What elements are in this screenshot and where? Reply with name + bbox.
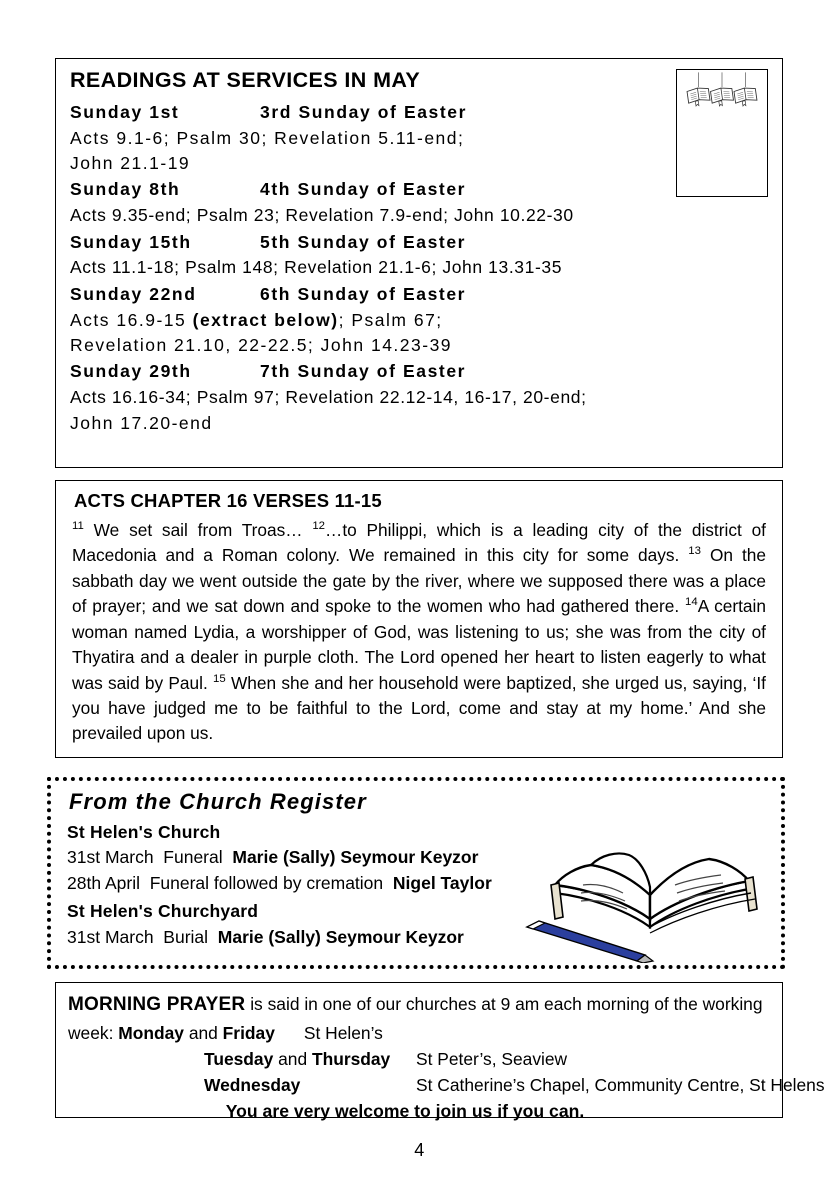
reading-heading — [70, 359, 770, 385]
acts-passage-title: ACTS CHAPTER 16 VERSES 11-15 — [74, 490, 382, 511]
reading-ref-part: Acts 16.9-15 — [70, 309, 193, 330]
hanging-books-icon — [677, 70, 767, 196]
prayer-day-thursday: Thursday — [311, 1048, 391, 1069]
reading-entry — [70, 177, 770, 228]
reading-entry — [70, 359, 770, 436]
reading-references-line: Acts 9.35-end; Psalm 23; Revelation 7.9-end; John 10.22-30 — [70, 205, 574, 226]
morning-prayer-section — [55, 982, 825, 1121]
reading-occasion: 7th Sunday of Easter — [260, 361, 467, 382]
register-entry-date: 31st March — [67, 926, 154, 947]
reading-heading — [70, 282, 770, 308]
acts-passage-text — [72, 518, 766, 747]
prayer-days-mon-fri: Monday — [118, 1022, 184, 1043]
verse-text: We set sail from Troas… — [93, 520, 303, 540]
register-entry-name: Nigel Taylor — [392, 872, 492, 893]
verse-text: On the sabbath day we went outside the gate by the river, where we supposed there was a place of prayer; and we sat down and spoke to the women who had gathered there. — [72, 545, 766, 617]
prayer-day-tuesday: Tuesday — [204, 1048, 274, 1069]
reading-occasion: 3rd Sunday of Easter — [260, 101, 468, 122]
morning-prayer-welcome: You are very welcome to join us if you can. — [225, 1100, 585, 1121]
register-entry — [67, 925, 767, 951]
prayer-location: St Catherine’s Chapel, Community Centre, St Helens — [416, 1074, 825, 1095]
morning-prayer-intro — [68, 991, 772, 1046]
reading-entry — [70, 230, 770, 281]
verse-number: 14 — [685, 596, 698, 609]
register-entry-date: 31st March — [67, 847, 154, 868]
prayer-day-wednesday: Wednesday — [204, 1074, 301, 1095]
reading-references-line — [70, 308, 770, 333]
reading-day: Sunday 8th — [70, 179, 181, 200]
church-register-section — [47, 777, 785, 969]
register-entry-name: Marie (Sally) Seymour Keyzor — [232, 847, 479, 868]
reading-entry — [70, 282, 770, 359]
reading-ref-part: ; Psalm 67; — [338, 309, 443, 330]
prayer-location: St Peter’s, Seaview — [416, 1048, 568, 1069]
prayer-conjunction: and — [183, 1022, 223, 1043]
register-entry — [67, 871, 767, 897]
page-number: 4 — [414, 1140, 425, 1160]
register-entry-name: Marie (Sally) Seymour Keyzor — [217, 926, 464, 947]
prayer-days-group — [204, 1072, 416, 1098]
reading-heading — [70, 177, 770, 203]
prayer-location: St Helen’s — [303, 1022, 383, 1043]
morning-prayer-heading: MORNING PRAYER — [68, 994, 246, 1015]
verse-number: 13 — [688, 545, 701, 558]
register-venue-label: St Helen's Church — [67, 822, 221, 842]
reading-references-line: John 17.20-end — [70, 412, 213, 433]
reading-heading — [70, 230, 770, 256]
reading-occasion: 6th Sunday of Easter — [260, 283, 467, 304]
reading-occasion: 4th Sunday of Easter — [260, 179, 467, 200]
verse-number: 11 — [72, 520, 84, 533]
reading-day: Sunday 15th — [70, 231, 192, 252]
reading-references-line: Acts 16.16-34; Psalm 97; Revelation 22.12-14, 16-17, 20-end; — [70, 387, 587, 408]
verse-number: 12 — [312, 520, 326, 533]
reading-references-line: Acts 11.1-18; Psalm 148; Revelation 21.1-6; John 13.31-35 — [70, 257, 563, 278]
register-venue-label: St Helen's Churchyard — [67, 901, 259, 922]
register-entry-event: Burial — [163, 926, 209, 947]
reading-entry — [70, 100, 770, 177]
prayer-schedule-row — [68, 1046, 772, 1072]
prayer-schedule-row — [68, 1072, 825, 1098]
reading-references-line: John 21.1-19 — [70, 152, 191, 173]
reading-occasion: 5th Sunday of Easter — [260, 231, 467, 252]
prayer-days-friday: Friday — [222, 1022, 275, 1043]
verse-text: When she and her household were baptized, she urged us, saying, ‘If you have judged me to be faithful to the Lord, come and stay at my home.’ And she prevailed upon us. — [72, 672, 766, 744]
verse-text: A certain woman named Lydia, a worshipper of God, was listening to us; she was from the city of Thyatira and a dealer in purple cloth. The Lord opened her heart to listen eagerly to what was said by Paul. — [72, 596, 766, 693]
morning-prayer-lead-text: is said in one of our churches at 9 am each morning of the working week: — [68, 994, 763, 1043]
hanging-books-image — [676, 69, 768, 197]
readings-title: READINGS AT SERVICES IN MAY — [70, 68, 421, 92]
reading-references-line: Revelation 21.10, 22-22.5; John 14.23-39 — [70, 335, 453, 356]
reading-references-line: Acts 9.1-6; Psalm 30; Revelation 5.11-end; — [70, 127, 465, 148]
reading-day: Sunday 22nd — [70, 283, 197, 304]
prayer-days-group — [204, 1046, 416, 1072]
register-entry-event: Funeral — [163, 847, 223, 868]
reading-day: Sunday 1st — [70, 101, 180, 122]
readings-section — [55, 58, 783, 468]
reading-ref-extract-note: (extract below) — [192, 309, 339, 330]
reading-heading — [70, 100, 770, 126]
reading-day: Sunday 29th — [70, 361, 192, 382]
church-register-title: From the Church Register — [69, 789, 367, 814]
register-entry-date: 28th April — [67, 872, 140, 893]
prayer-conjunction: and — [273, 1048, 312, 1069]
verse-number: 15 — [213, 672, 226, 685]
acts-passage-section — [55, 480, 783, 758]
register-entry — [67, 845, 767, 871]
register-entry-event: Funeral followed by cremation — [149, 872, 384, 893]
verse-text: …to Philippi, which is a leading city of the district of Macedonia and a Roman colony. We remained in this city for some days. — [72, 520, 766, 566]
